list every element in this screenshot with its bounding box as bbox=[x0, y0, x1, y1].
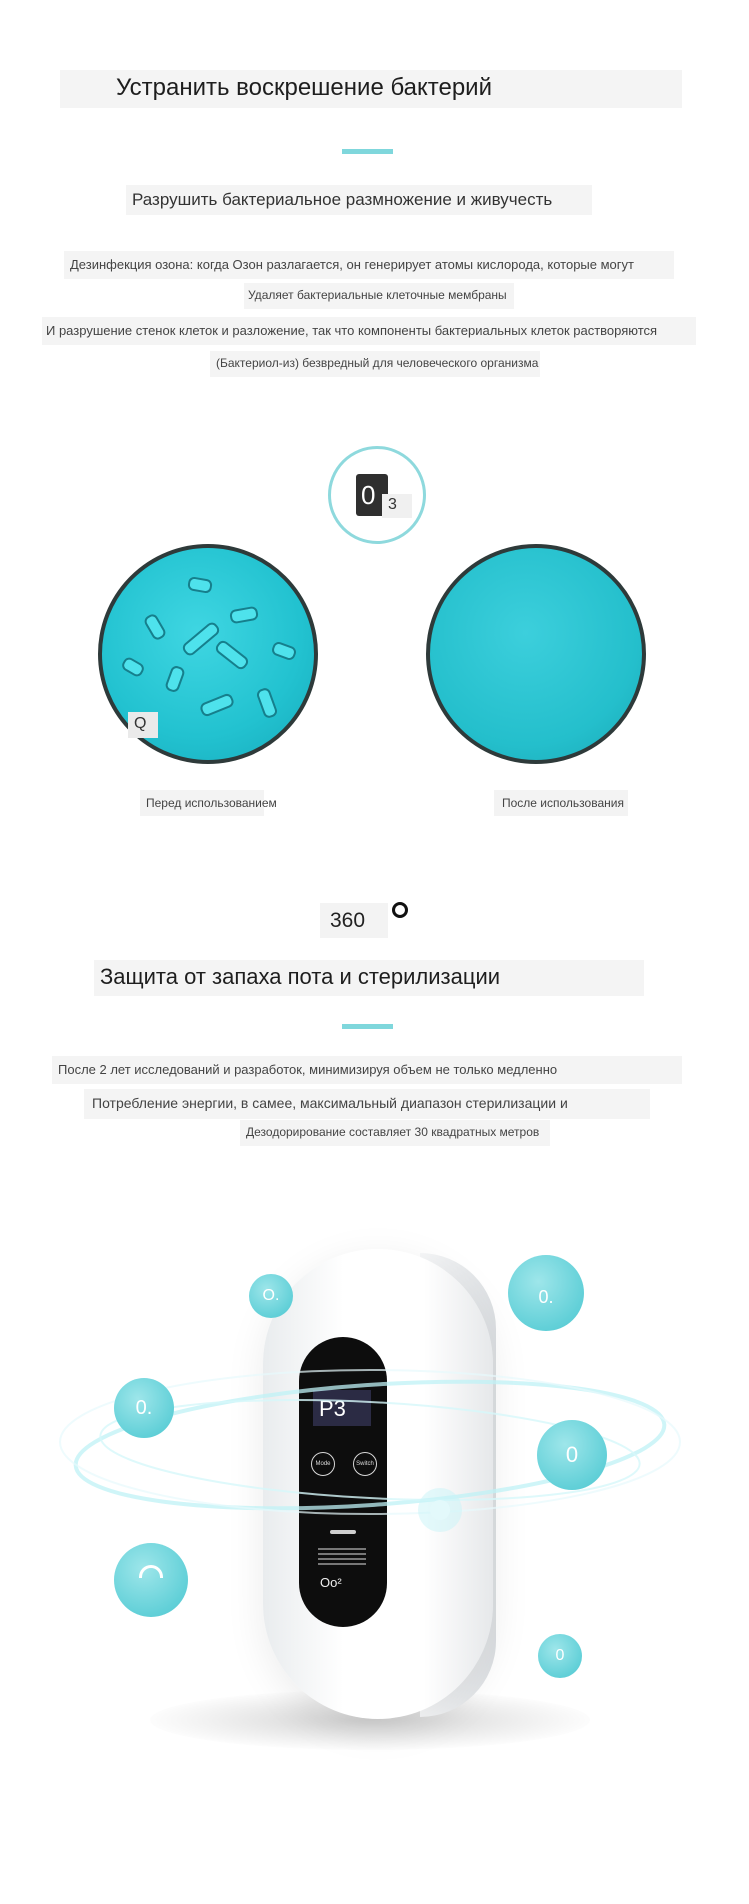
bacterium bbox=[180, 620, 221, 658]
device-brand: Oo² bbox=[320, 1575, 342, 1590]
caption-after: После использования bbox=[502, 796, 624, 810]
section2-title: Защита от запаха пота и стерилизации bbox=[100, 964, 501, 989]
bacterium bbox=[229, 606, 259, 625]
caption-after-strip bbox=[494, 790, 628, 816]
paragraph-line: И разрушение стенок клеток и разложение, так что компоненты бактериальных клеток растворяются bbox=[46, 323, 658, 338]
ozone-bubble: 0. bbox=[508, 1255, 584, 1331]
degree-box bbox=[320, 903, 388, 938]
q-label-box bbox=[128, 712, 158, 738]
bacterium bbox=[120, 655, 146, 678]
paragraph-strip bbox=[42, 317, 696, 345]
ozone-bubble-mark bbox=[139, 1565, 163, 1578]
ozone-subscript-box bbox=[382, 494, 412, 518]
ozone-bubble: O. bbox=[249, 1274, 293, 1318]
switch-button[interactable]: Switch bbox=[353, 1452, 377, 1476]
section-title-strip bbox=[60, 70, 682, 108]
paragraph-line: Дезинфекция озона: когда Озон разлагается, он генерирует атомы кислорода, которые могут bbox=[70, 257, 634, 272]
bacterium bbox=[270, 640, 297, 661]
paragraph-line: Удаляет бактериальные клеточные мембраны bbox=[248, 288, 507, 302]
petri-dish-after bbox=[426, 544, 646, 764]
paragraph-strip bbox=[52, 1056, 682, 1084]
bacterium bbox=[199, 692, 236, 718]
section-subtitle-strip bbox=[126, 185, 592, 215]
ozone-bubble: 0. bbox=[114, 1378, 174, 1438]
section-subtitle: Разрушить бактериальное размножение и живучесть bbox=[132, 190, 553, 209]
paragraph-strip bbox=[84, 1089, 650, 1119]
q-label: Q bbox=[134, 715, 147, 732]
ozone-bubble bbox=[114, 1543, 188, 1617]
section-title: Устранить воскрешение бактерий bbox=[116, 74, 492, 101]
section2-title-strip bbox=[94, 960, 644, 996]
paragraph-line: Дезодорирование составляет 30 квадратных метров bbox=[246, 1125, 540, 1139]
paragraph-line: (Бактериол-из) безвредный для человеческого организма bbox=[216, 356, 539, 370]
paragraph-strip bbox=[210, 351, 540, 377]
mode-button[interactable]: Mode bbox=[311, 1452, 335, 1476]
degree-value: 360 bbox=[330, 909, 366, 932]
bacterium bbox=[214, 638, 251, 671]
caption-before-strip bbox=[140, 790, 277, 816]
accent-divider bbox=[342, 149, 393, 154]
bacterium bbox=[142, 612, 167, 642]
bacterium bbox=[255, 687, 278, 720]
paragraph-strip bbox=[240, 1120, 550, 1146]
ozone-bubble: 0 bbox=[538, 1634, 582, 1678]
paragraph-strip bbox=[244, 283, 514, 309]
caption-before: Перед использованием bbox=[146, 796, 277, 810]
paragraph-line: Потребление энергии, в самее, максимальный диапазон стерилизации и bbox=[92, 1095, 568, 1111]
bacterium bbox=[187, 576, 213, 594]
paragraph-strip bbox=[64, 251, 674, 279]
bacterium bbox=[164, 664, 186, 693]
ozone-subscript: 3 bbox=[388, 496, 397, 513]
degree-icon bbox=[392, 902, 408, 918]
device-display-text: P3 bbox=[319, 1396, 346, 1421]
accent-divider bbox=[342, 1024, 393, 1029]
ozone-symbol: 0 bbox=[361, 480, 376, 510]
paragraph-line: После 2 лет исследований и разработок, минимизируя объем не только медленно bbox=[58, 1062, 558, 1077]
ozone-bubble: 0 bbox=[537, 1420, 607, 1490]
